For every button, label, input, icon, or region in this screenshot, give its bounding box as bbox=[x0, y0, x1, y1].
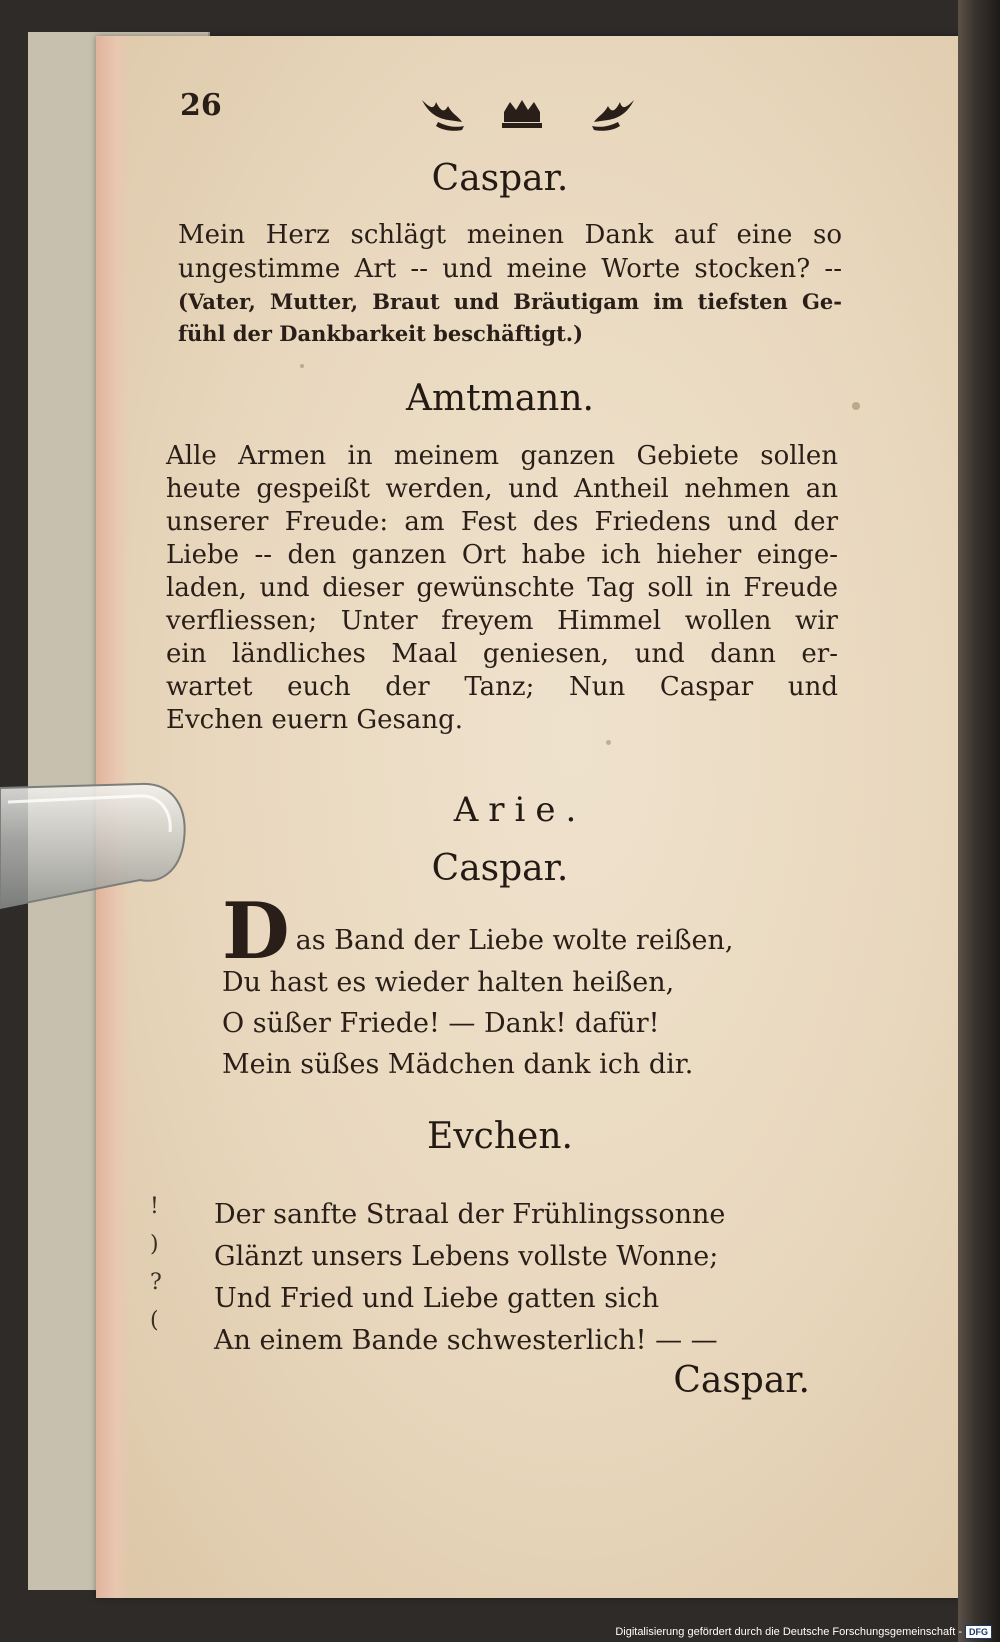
text-line: Mein Herz schlägt meinen Dank auf eine so bbox=[178, 220, 842, 250]
text-line: fühl der Dankbarkeit beschäftigt.) bbox=[178, 321, 584, 346]
verse-line: Und Fried und Liebe gatten sich bbox=[214, 1283, 660, 1314]
text-line: heute gespeißt werden, und Antheil nehmen an bbox=[166, 474, 838, 504]
drop-cap: D bbox=[222, 886, 290, 977]
verse-line: O süßer Friede! — Dank! dafür! bbox=[222, 1008, 660, 1039]
margin-annotations bbox=[150, 1188, 174, 1358]
arie-heading: Arie. bbox=[453, 790, 587, 830]
verse-line: Mein süßes Mädchen dank ich dir. bbox=[222, 1049, 694, 1080]
verse-line: as Band der Liebe wolte reißen, bbox=[295, 925, 734, 956]
catchword: Caspar. bbox=[673, 1360, 810, 1401]
text-line: (Vater, Mutter, Braut und Bräutigam im tiefsten Ge- bbox=[178, 289, 842, 314]
text-line: ungestimme Art -- und meine Worte stocken? -- bbox=[178, 254, 842, 284]
verse-line: An einem Bande schwesterlich! — — bbox=[214, 1325, 718, 1356]
verse-line: Glänzt unsers Lebens vollste Wonne; bbox=[214, 1241, 719, 1272]
amtmann-speech bbox=[166, 440, 838, 737]
caspar-speech bbox=[178, 218, 842, 286]
verse-line: Du hast es wieder halten heißen, bbox=[222, 967, 675, 998]
text-line: laden, und dieser gewünschte Tag soll in Freude bbox=[166, 573, 838, 603]
dfg-logo: DFG bbox=[965, 1625, 992, 1639]
paper-stain bbox=[300, 364, 304, 368]
paper-stain bbox=[852, 402, 860, 410]
text-line: Evchen euern Gesang. bbox=[166, 705, 463, 735]
speaker-caspar-heading: Caspar. bbox=[431, 158, 569, 199]
stage-direction bbox=[178, 286, 842, 350]
verse-line: Der sanfte Straal der Frühlingssonne bbox=[214, 1199, 726, 1230]
margin-mark: ) bbox=[150, 1232, 159, 1257]
evchen-verse bbox=[214, 1194, 794, 1362]
text-line: wartet euch der Tanz; Nun Caspar und bbox=[166, 672, 838, 702]
text-line: ein ländliches Maal geniesen, und dann er- bbox=[166, 639, 838, 669]
digitization-credit bbox=[615, 1625, 992, 1639]
margin-mark: ? bbox=[150, 1270, 162, 1295]
text-line: unserer Freude: am Fest des Friedens und der bbox=[166, 507, 838, 537]
page-number: 26 bbox=[180, 88, 222, 123]
glass-page-weight bbox=[0, 782, 186, 912]
leaf-crown-leaf-ornament bbox=[418, 92, 638, 132]
paper-stain bbox=[606, 740, 611, 745]
text-line: verfliessen; Unter freyem Himmel wollen wir bbox=[166, 606, 838, 636]
text-line: Alle Armen in meinem ganzen Gebiete sollen bbox=[166, 441, 838, 471]
caspar-verse bbox=[222, 886, 782, 1085]
text-line: Liebe -- den ganzen Ort habe ich hieher einge- bbox=[166, 540, 838, 570]
speaker-amtmann-heading: Amtmann. bbox=[405, 378, 594, 419]
speaker-caspar-heading-2: Caspar. bbox=[431, 848, 569, 889]
margin-mark: ! bbox=[150, 1194, 159, 1219]
credit-text: Digitalisierung gefördert durch die Deutsche Forschungsgemeinschaft - bbox=[615, 1626, 962, 1638]
speaker-evchen-heading: Evchen. bbox=[427, 1116, 573, 1157]
margin-mark: ( bbox=[150, 1308, 159, 1333]
